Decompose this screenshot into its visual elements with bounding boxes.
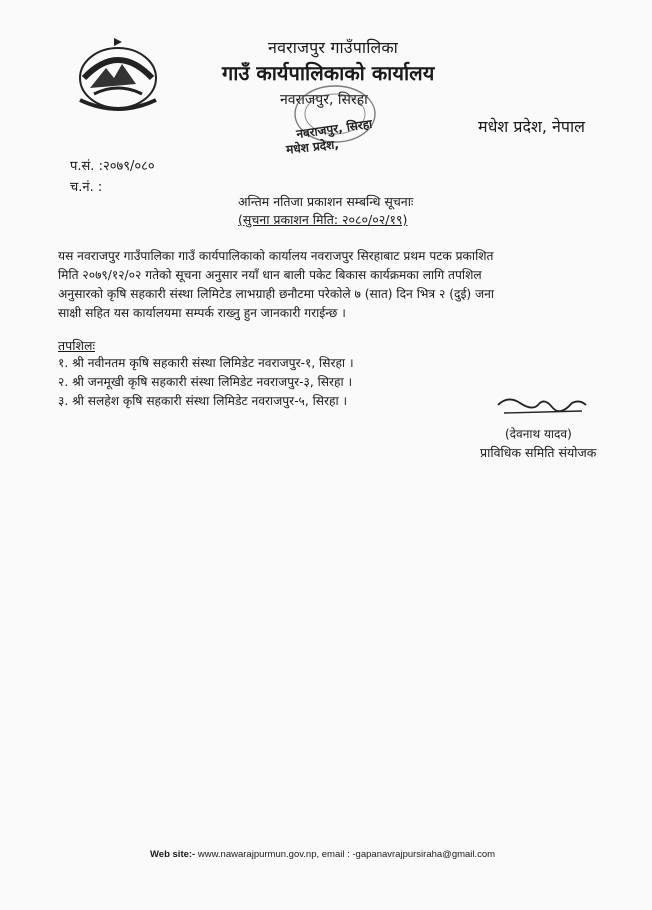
footer-links: www.nawarajpurmun.gov.np, email : -gapanavrajpursiraha@gmail.com [197, 849, 496, 860]
body-line: साक्षी सहित यस कार्यालयमा सम्पर्क राख्नु हुन जानकारी गराईन्छ । [58, 306, 346, 320]
details-heading: तपशिलः [58, 338, 95, 353]
publication-date: (सुचना प्रकाशन मिति: २०८०/०२/१९) [238, 212, 408, 227]
office-name: गाउँ कार्यपालिकाको कार्यालय [222, 61, 435, 85]
patra-sankhya: प.सं. :२०७९/०८० [70, 159, 155, 174]
body-line: अनुसारको कृषि सहकारी संस्था लिमिटेड लाभग्राही छनौटमा परेकोले ७ (सात) दिन भित्र २ (दुई) जना [58, 287, 495, 301]
cooperative-list [58, 354, 354, 411]
list-item: १. श्री नवीनतम कृषि सहकारी संस्था लिमिडेट नवराजपुर-१, सिरहा । [58, 356, 354, 370]
stamp-text-line1: नवराजपुर, सिरहा [295, 116, 374, 142]
list-item: ३. श्री सलहेश कृषि सहकारी संस्था लिमिडेट नवराजपुर-५, सिरहा । [58, 394, 348, 408]
notice-subject: अन्तिम नतिजा प्रकाशन सम्बन्धि सूचनाः [238, 194, 414, 209]
signature-icon [494, 393, 590, 423]
footer-contact [150, 849, 495, 860]
office-address: नवराजपुर, सिरहा [280, 92, 368, 108]
chalani-number: च.नं. : [70, 180, 103, 195]
province-name: मधेश प्रदेश, नेपाल [478, 117, 585, 136]
body-line: यस नवराजपुर गाउँपालिका गाउँ कार्यपालिकाको कार्यालय नवराजपुर सिरहाबाट प्रथम पटक प्रकाशित [58, 249, 494, 263]
stamp-text-line2: मधेश प्रदेश, [285, 137, 340, 157]
footer-label: Web site:- [150, 849, 196, 860]
notice-body [58, 247, 610, 323]
signatory-role: प्राविधिक समिति संयोजक [480, 445, 597, 460]
signatory-name: (देवनाथ यादव) [505, 427, 572, 441]
body-line: मिति २०७९/१२/०२ गतेको सूचना अनुसार नयाँ धान बाली पकेट बिकास कार्यक्रमका लागि तपशिल [58, 268, 482, 282]
list-item: २. श्री जनमूखी कृषि सहकारी संस्था लिमिडेट नवराजपुर-३, सिरहा । [58, 375, 353, 389]
nepal-emblem-icon [70, 38, 166, 118]
municipality-name: नवराजपुर गाउँपालिका [268, 38, 399, 57]
